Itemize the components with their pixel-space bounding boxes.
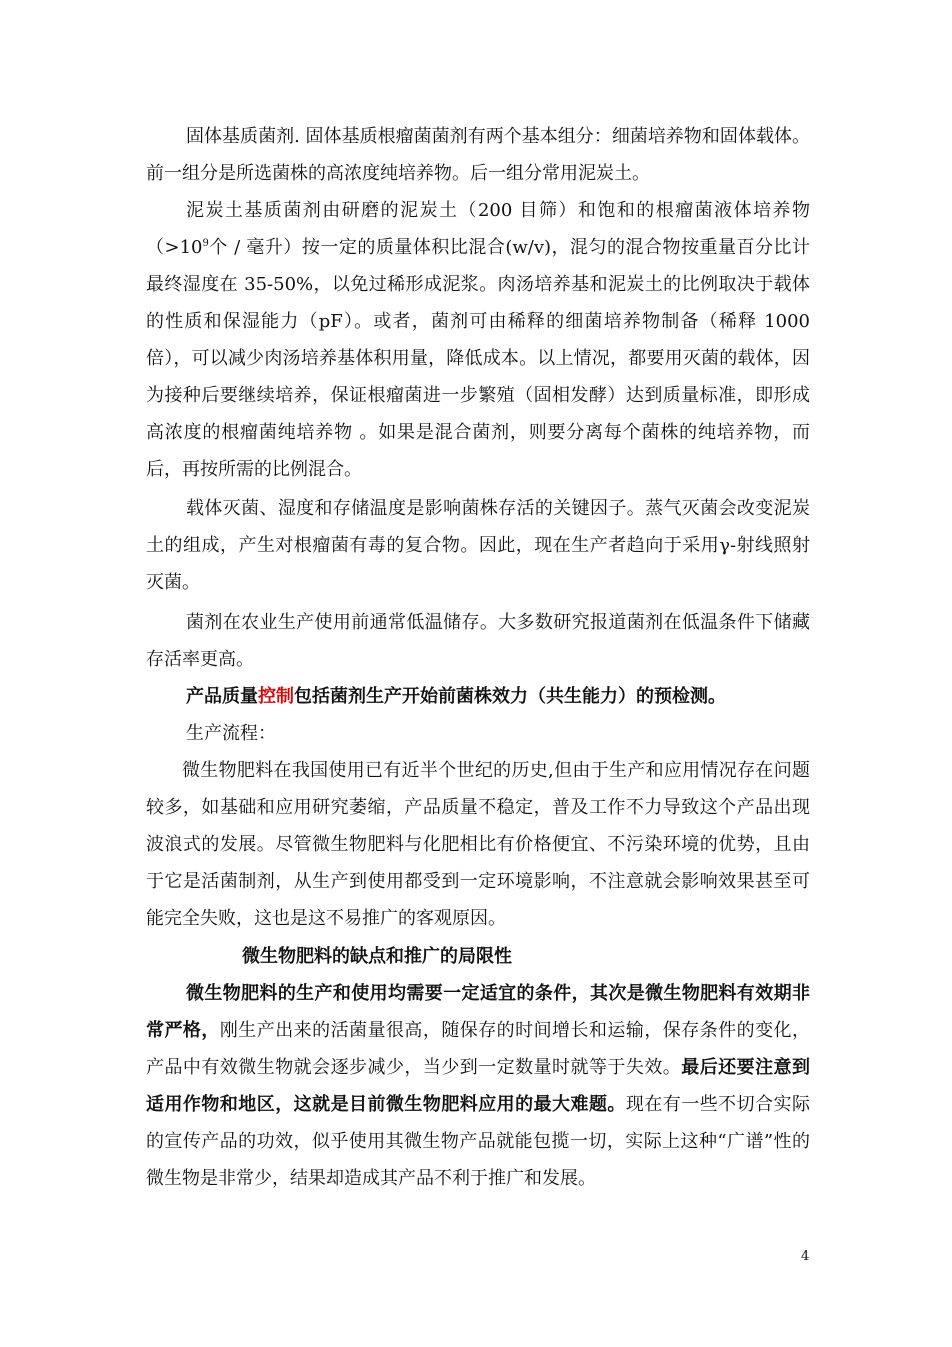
peat-text-b: 个 / 毫升）按一定的质量体积比混合(w/v)，混匀的混合物按重量百分比计最终湿度在 35-50%，以免过稀形成泥浆。肉汤培养基和泥炭土的比例取决于载体的性质和保湿能力（pF）。或者，菌剂可由稀释的细菌培养物制备（稀释 1000 倍），可以减少肉汤培养基体积用量，降低成本。以上情况，都要用灭菌的载体，因为接种后要继续培养，保证根瘤菌进一步繁殖（固相发酵）达到质量标准，即形成高浓度的根瘤菌纯培养物 。如果是混合菌剂，则要分离每个菌株的纯培养物，而后，再按所需的比例混合。 (146, 237, 810, 480)
limit-bold-2: 最后还要注意到适用作物和地区，这就是目前微生物肥料应用的最大难题。 (146, 1057, 811, 1115)
paragraph-sterilization: 载体灭菌、湿度和存储温度是影响菌株存活的关键因子。蒸气灭菌会改变泥炭土的组成，产生对根瘤菌有毒的复合物。因此，现在生产者趋向于采用γ-射线照射灭菌。 (146, 498, 810, 593)
paragraph-history: 微生物肥料在我国使用已有近半个世纪的历史,但由于生产和应用情况存在问题较多，如基础和应用研究萎缩，产品质量不稳定，普及工作不力导致这个产品出现波浪式的发展。尽管微生物肥料与化肥相比有价格便宜、不污染环境的优势，且由于它是活菌制剂，从生产到使用都受到一定环境影响，不注意就会影响效果甚至可能完全失败，这也是这不易推广的客观原因。 (146, 760, 810, 929)
limit-bold-1: 微生物肥料的生产和使用均需要一定适宜的条件，其次是微生物肥料有效期非常严格， (146, 983, 810, 1041)
section-title: 微生物肥料的缺点和推广的局限性 (242, 946, 512, 967)
paragraph-limitations (146, 975, 810, 1197)
exponent: 9 (202, 238, 209, 249)
paragraph-process-heading: 生产流程： (186, 723, 276, 744)
paragraph-storage: 菌剂在农业生产使用前通常低温储存。大多数研究报道菌剂在低温条件下储藏存活率更高。 (146, 612, 810, 670)
qc-highlight: 控制 (258, 686, 294, 707)
paragraph-peat-inoculant (146, 192, 810, 488)
limit-text-1: 刚生产出来的活菌量很高，随保存的时间增长和运输，保存条件的变化，产品中有效微生物就会逐步减少，当少到一定数量时就等于失效。 (146, 1020, 810, 1078)
peat-text-a: 泥炭土基质菌剂由研磨的泥炭土（200 目筛）和饱和的根瘤菌液体培养物（>10 (146, 200, 810, 258)
paragraph-quality-control (146, 678, 810, 715)
qc-text-b: 包括菌剂生产开始前菌株效力（共生能力）的预检测。 (294, 686, 726, 707)
qc-text-a: 产品质量 (186, 686, 258, 707)
paragraph-solid-inoculant: 固体基质菌剂. 固体基质根瘤菌菌剂有两个基本组分：细菌培养物和固体载体。前一组分是所选菌株的高浓度纯培养物。后一组分常用泥炭土。 (146, 126, 810, 184)
page-number: 4 (801, 1249, 810, 1264)
limit-text-2: 现在有一些不切合实际的宣传产品的功效，似乎使用其微生物产品就能包揽一切，实际上这种“广谱”性的微生物是非常少，结果却造成其产品不利于推广和发展。 (146, 1094, 811, 1189)
